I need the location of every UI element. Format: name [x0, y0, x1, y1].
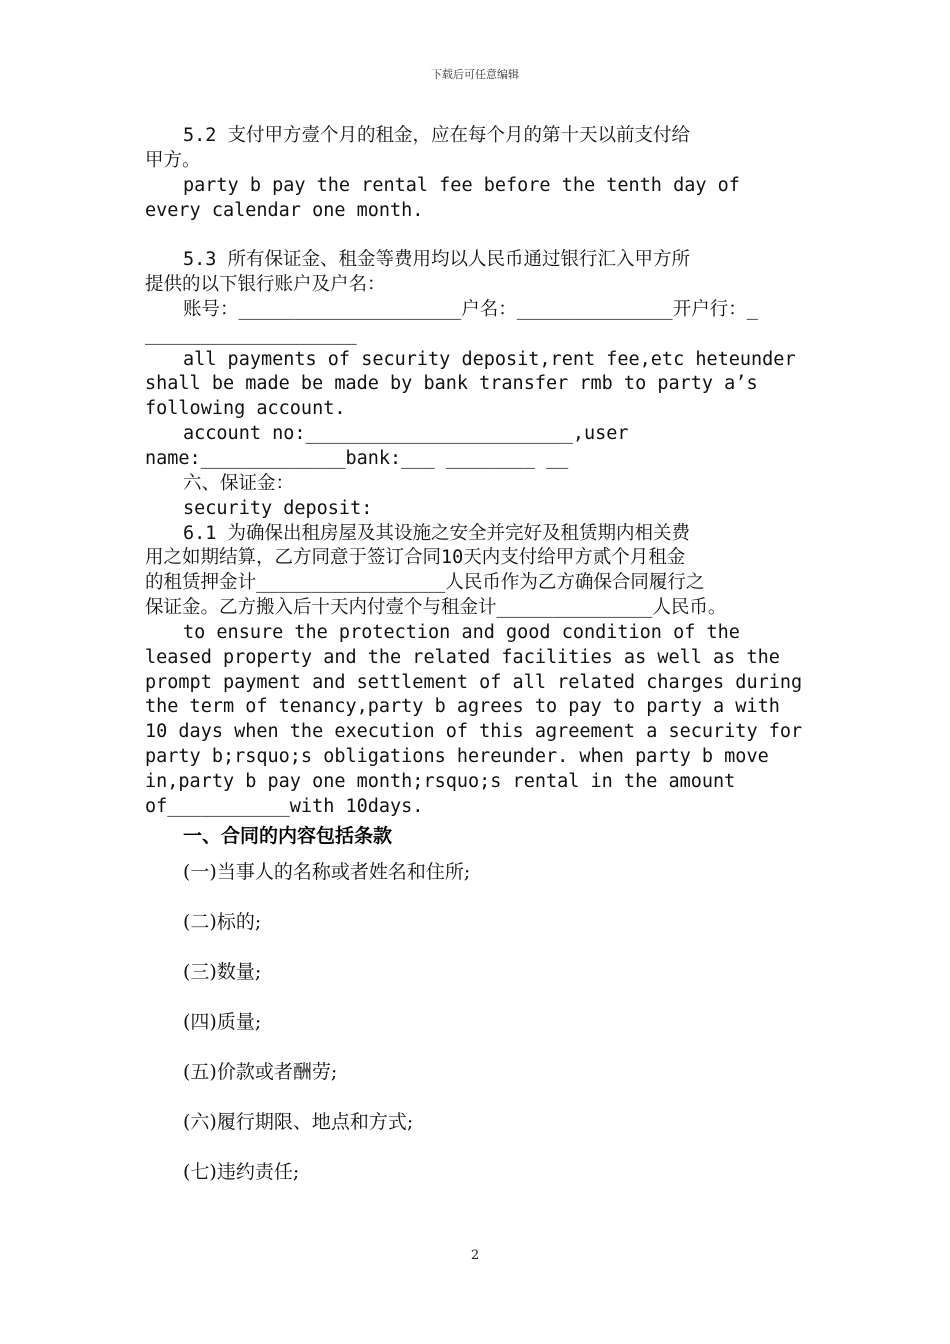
- body-line: 用之如期结算，乙方同意于签订合同10天内支付给甲方贰个月租金: [145, 547, 686, 569]
- body-line: following account.: [145, 398, 346, 420]
- page-header: 下载后可任意编辑: [431, 68, 519, 81]
- body-line: 10 days when the execution of this agreement a security for: [145, 721, 803, 743]
- body-line: prompt payment and settlement of all related charges during: [145, 671, 803, 693]
- body-line: name:_____________bank:___ ________ __: [145, 447, 569, 469]
- body-line: 保证金。乙方搬入后十天内付壹个与租金计______________人民币。: [145, 597, 727, 619]
- section-heading: 一、合同的内容包括条款: [183, 825, 393, 847]
- clause-item: (五)价款或者酬劳;: [183, 1061, 338, 1083]
- body-line: shall be made be made by bank transfer rmb to party a’s: [145, 373, 758, 395]
- body-line: party b;rsquo;s obligations hereunder. when party b move: [145, 746, 769, 768]
- body-line: 账号：____________________户名：______________开户行：_: [183, 298, 758, 320]
- body-line: ___________________: [145, 323, 357, 345]
- page-number: 2: [470, 1248, 480, 1263]
- body-line: 提供的以下银行账户及户名：: [145, 274, 386, 296]
- body-line: party b pay the rental fee before the tenth day of: [183, 174, 740, 196]
- clause-item: (三)数量;: [183, 961, 262, 983]
- body-line: of___________with 10days.: [145, 795, 424, 817]
- body-line: to ensure the protection and good condition of the: [183, 621, 740, 643]
- body-line: account no:________________________,user: [183, 423, 629, 445]
- body-line: 的租赁押金计_________________人民币作为乙方确保合同履行之: [145, 572, 705, 594]
- body-line: 六、保证金：: [183, 472, 295, 494]
- body-line: 甲方。: [145, 149, 201, 171]
- body-line: all payments of security deposit,rent fee,etc heteunder: [183, 348, 796, 370]
- clause-item: (七)违约责任;: [183, 1161, 300, 1183]
- body-line: 5.2 支付甲方壹个月的租金，应在每个月的第十天以前支付给: [183, 125, 691, 146]
- body-line: [145, 223, 810, 248]
- body-line: leased property and the related facilities as well as the: [145, 646, 780, 668]
- body-line: 6.1 为确保出租房屋及其设施之安全并完好及租赁期内相关费: [183, 522, 691, 544]
- clause-item: (四)质量;: [183, 1011, 262, 1033]
- body-line: the term of tenancy,party b agrees to pay to party a with: [145, 696, 780, 718]
- body-line: in,party b pay one month;rsquo;s rental in the amount: [145, 770, 736, 792]
- clause-item: (一)当事人的名称或者姓名和住所;: [183, 861, 471, 883]
- body-line: security deposit:: [183, 497, 373, 519]
- body-line: every calendar one month.: [145, 199, 424, 221]
- clause-item: (六)履行期限、地点和方式;: [183, 1111, 414, 1133]
- body-line: 5.3 所有保证金、租金等费用均以人民币通过银行汇入甲方所: [183, 249, 691, 271]
- clause-item: (二)标的;: [183, 911, 262, 933]
- contract-body: [145, 124, 810, 820]
